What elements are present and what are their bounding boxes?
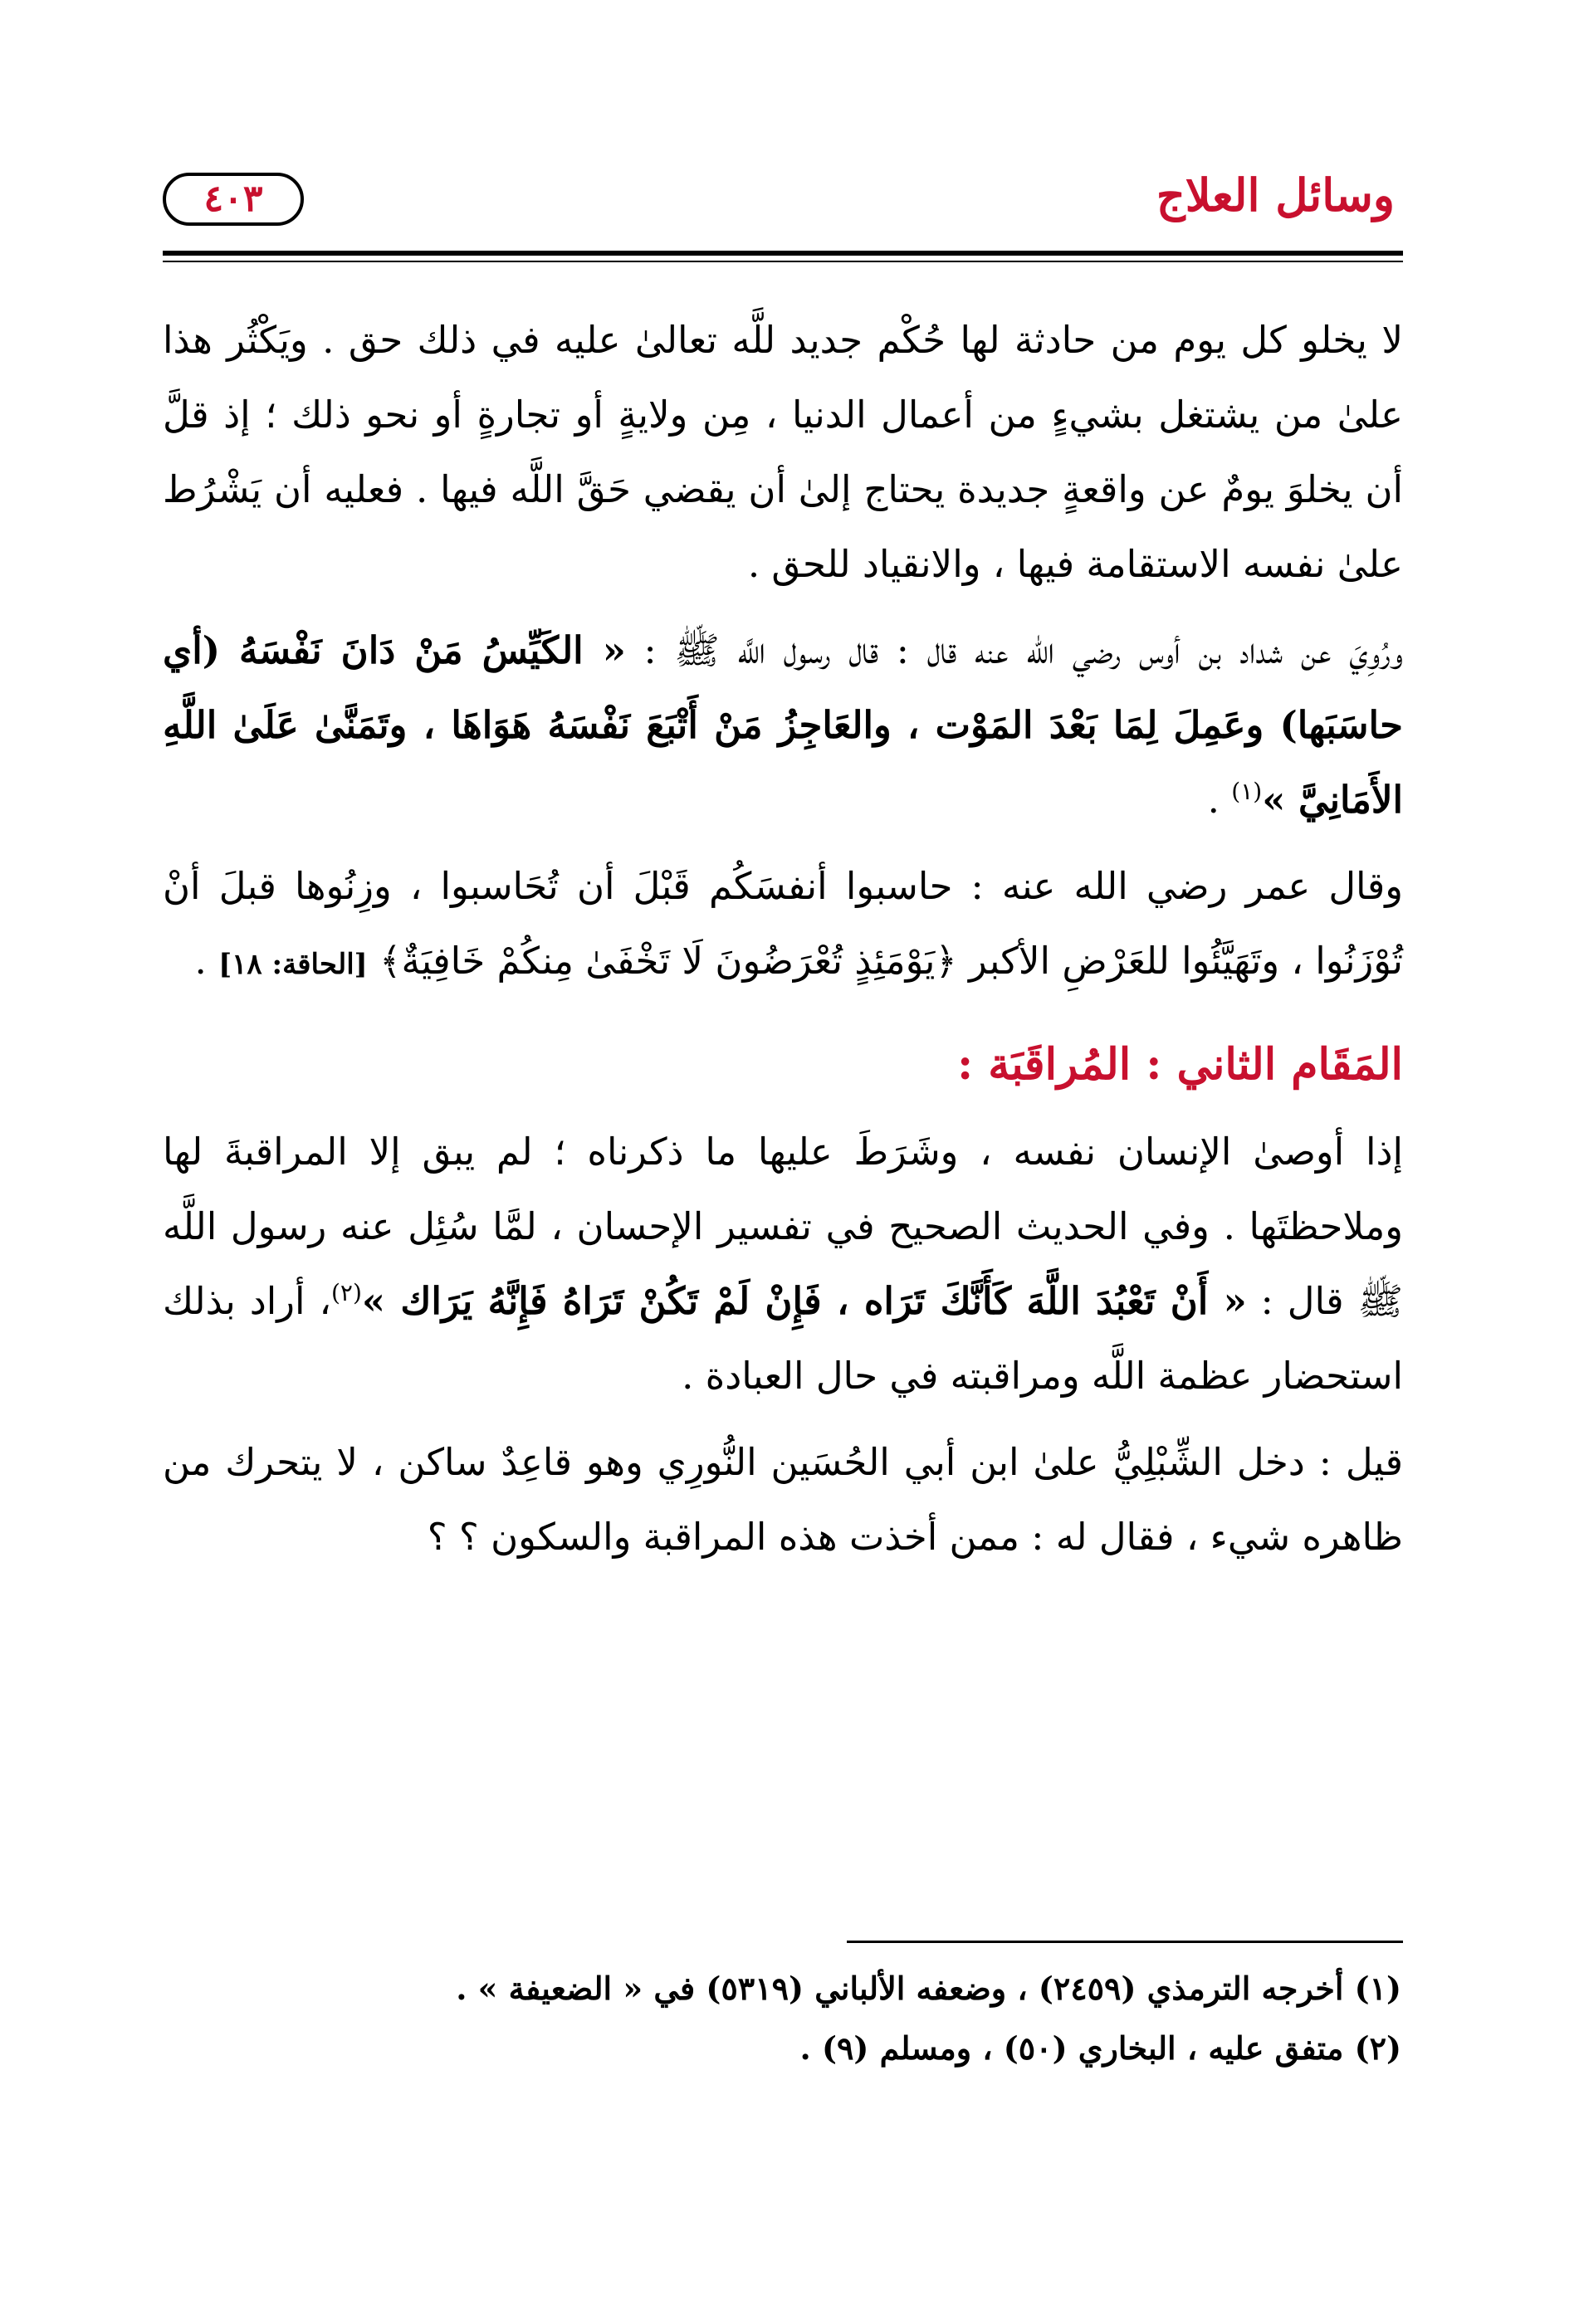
main-text (163, 303, 1403, 1575)
running-title: وسائل العلاج (1156, 168, 1395, 222)
section-heading: المَقَام الثاني : المُراقَبَة : (956, 1039, 1403, 1090)
paragraph-4-text: إذا أوصىٰ الإنسان نفسه ، وشَرَطَ عليها ما ذكرناه ؛ لم يبق إلا المراقبةَ لها وملاحظتَها . وفي الحديث الصحيح في تفسير الإحسان ، لمَّا سُئِل عنه رسول اللَّه ﷺ قال : (163, 1130, 1404, 1323)
quran-verse: ﴿يَوْمَئِذٍ تُعْرَضُونَ لَا تَخْفَىٰ مِنكُمْ خَافِيَةٌ﴾ (379, 939, 957, 983)
footnote-ref-1: (١) (1231, 778, 1263, 805)
footnotes (161, 1959, 1401, 2078)
hadith-ihsan: « أَنْ تَعْبُدَ اللَّهَ كَأَنَّكَ تَرَاه ، فَإِنْ لَمْ تَكُنْ تَرَاهُ فَإِنَّهُ يَرَاك » (361, 1279, 1247, 1323)
paragraph-3-text: وقال عمر رضي الله عنه : حاسبوا أنفسَكُم قَبْلَ أن تُحَاسبوا ، وزِنُوها قبلَ أنْ تُوْزَنُوا ، وتَهَيَّئُوا للعَرْضِ الأكبر (163, 864, 1403, 983)
footnote-separator (847, 1941, 1403, 1943)
footnote-ref-2: (٢) (330, 1279, 362, 1306)
paragraph-5: قيل : دخل الشِّبْلِيُّ علىٰ ابن أبي الحُسَين النُّورِي وهو قاعِدٌ ساكن ، لا يتحرك من ظاهره شيء ، فقال له : ممن أخذت هذه المراقبة والسكون ؟ ؟ (163, 1440, 1403, 1559)
paragraph-4 (163, 1115, 1403, 1413)
header-rule-thin (163, 261, 1403, 262)
paragraph-4-end: ، أراد بذلك استحضار عظمة اللَّه ومراقبته في حال العبادة . (163, 1279, 1403, 1398)
paragraph-2-end: . (1207, 778, 1232, 822)
footnote-2: (٢) متفق عليه ، البخاري (٥٠) ، ومسلم (٩) . (799, 2029, 1401, 2067)
verse-reference: [الحاقة: ١٨] (218, 948, 368, 981)
footnote-1: (١) أخرجه الترمذي (٢٤٥٩) ، وضعفه الألباني (٥٣١٩) في « الضعيفة » . (456, 1970, 1401, 2007)
hadith-kayyis: « الكَيِّسُ مَنْ دَانَ نَفْسَهُ (أي حاسَبَها) وعَمِلَ لِمَا بَعْدَ المَوْت ، والعَاجِزُ مَنْ أَتْبَعَ نَفْسَهُ هَوَاهَا ، وتَمَنَّىٰ عَلَىٰ اللَّهِ الأَمَانِيَّ » (163, 628, 1403, 822)
paragraph-2 (163, 613, 1403, 837)
header-rule-thick (163, 251, 1403, 256)
paragraph-3 (163, 849, 1403, 998)
paragraph-3-end: . (194, 939, 219, 983)
paragraph-2-intro: ورُوِيَ عن شداد بن أوس رضي الله عنه قال : قال رسول اللَّه ﷺ : (625, 628, 1403, 672)
page-number: ٤٠٣ (163, 173, 304, 226)
paragraph-1: لا يخلو كل يوم من حادثة لها حُكْم جديد للَّه تعالىٰ عليه في ذلك حق . ويَكْثُر هذا علىٰ من يشتغل بشيءٍ من أعمال الدنيا ، مِن ولايةٍ أو تجارةٍ أو نحو ذلك ؛ إذ قلَّ أن يخلوَ يومٌ عن واقعةٍ جديدة يحتاج إلىٰ أن يقضي حَقَّ اللَّه فيها . فعليه أن يَشْرُط علىٰ نفسه الاستقامة فيها ، والانقياد للحق . (163, 318, 1403, 586)
